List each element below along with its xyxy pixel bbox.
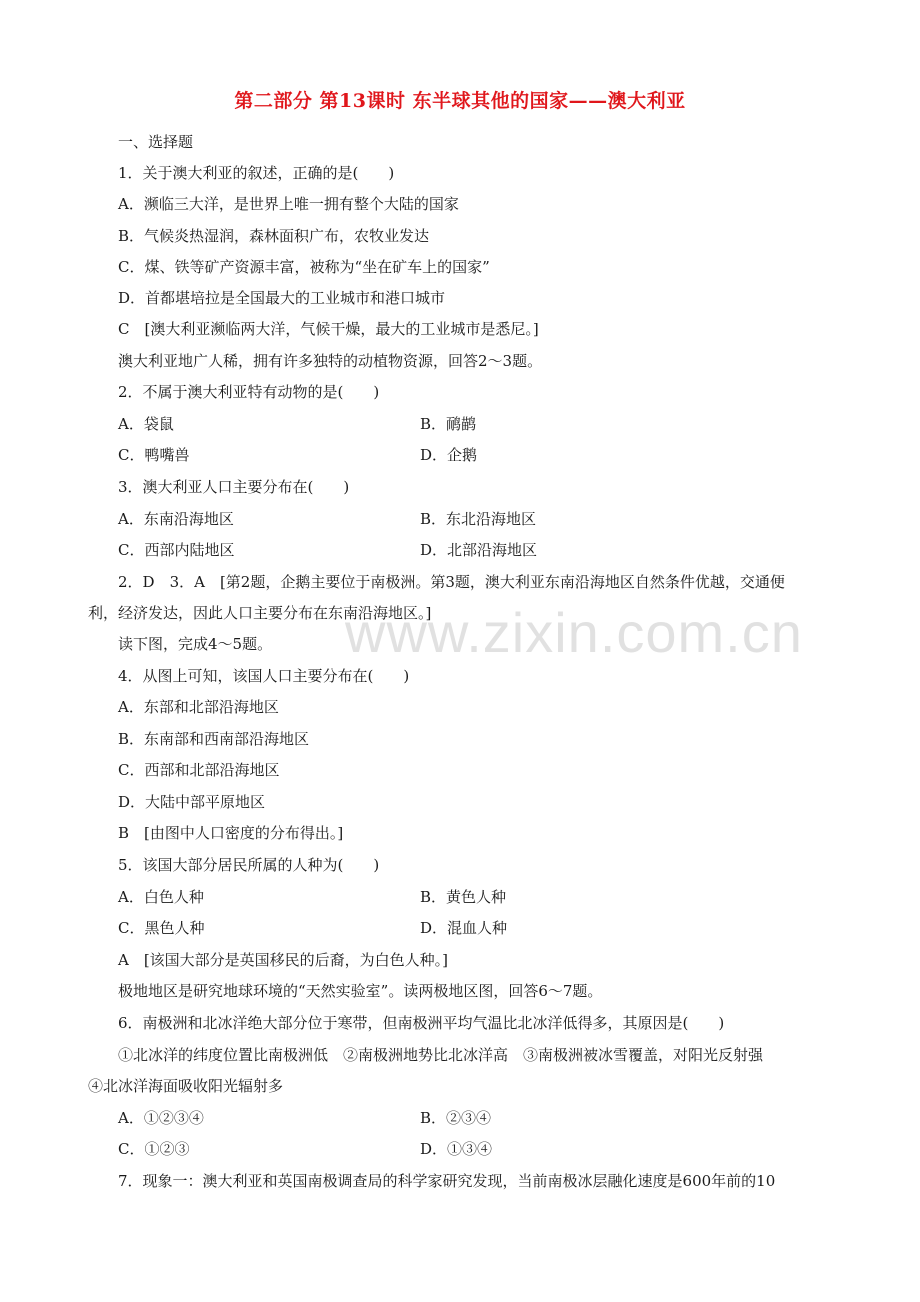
text-line: 2．D 3．A [第2题，企鹅主要位于南极洲。第3题，澳大利亚东南沿海地区自然条件优越，交通便 <box>118 573 785 591</box>
option-left: C．黑色人种 <box>118 919 205 937</box>
text-line: 2．不属于澳大利亚特有动物的是( ) <box>118 383 380 401</box>
text-line: 读下图，完成4～5题。 <box>118 635 273 653</box>
text-line: 3．澳大利亚人口主要分布在( ) <box>118 478 350 496</box>
text-line: C．西部和北部沿海地区 <box>118 761 280 779</box>
text-line: 利，经济发达，因此人口主要分布在东南沿海地区。] <box>88 604 432 622</box>
text-line: B．东南部和西南部沿海地区 <box>118 730 310 748</box>
option-right: B．黄色人种 <box>420 888 507 906</box>
option-left: A．东南沿海地区 <box>118 510 234 528</box>
option-right: D．混血人种 <box>420 919 508 937</box>
option-right: D．①③④ <box>420 1140 493 1158</box>
page-title: 第二部分 第13课时 东半球其他的国家——澳大利亚 <box>234 90 686 112</box>
text-line: B [由图中人口密度的分布得出。] <box>118 824 344 842</box>
text-line: ④北冰洋海面吸收阳光辐射多 <box>88 1077 284 1095</box>
option-left: C．①②③ <box>118 1140 190 1158</box>
text-line: 一、选择题 <box>118 133 194 151</box>
text-line: 1．关于澳大利亚的叙述，正确的是( ) <box>118 164 395 182</box>
option-left: A．白色人种 <box>118 888 204 906</box>
text-line: 6．南极洲和北冰洋绝大部分位于寒带，但南极洲平均气温比北冰洋低得多，其原因是( ) <box>118 1014 725 1032</box>
text-line <box>118 887 718 907</box>
text-line <box>118 540 718 560</box>
text-line: 4．从图上可知，该国人口主要分布在( ) <box>118 667 410 685</box>
option-left: A．①②③④ <box>118 1109 204 1127</box>
text-line: 7．现象一：澳大利亚和英国南极调查局的科学家研究发现，当前南极冰层融化速度是600年前的10 <box>118 1172 776 1190</box>
text-line: 极地地区是研究地球环境的“天然实验室”。读两极地区图，回答6～7题。 <box>118 982 603 1000</box>
option-right: B．②③④ <box>420 1109 492 1127</box>
option-right: D．企鹅 <box>420 446 478 464</box>
text-line: C．煤、铁等矿产资源丰富，被称为“坐在矿车上的国家” <box>118 258 490 276</box>
option-left: A．袋鼠 <box>118 415 174 433</box>
text-line <box>118 1139 718 1159</box>
text-line: A [该国大部分是英国移民的后裔，为白色人种。] <box>118 951 449 969</box>
text-line: C [澳大利亚濒临两大洋，气候干燥，最大的工业城市是悉尼。] <box>118 320 539 338</box>
text-line: A．濒临三大洋，是世界上唯一拥有整个大陆的国家 <box>118 195 459 213</box>
option-left: C．西部内陆地区 <box>118 541 235 559</box>
text-line: 澳大利亚地广人稀，拥有许多独特的动植物资源，回答2～3题。 <box>118 352 543 370</box>
text-line <box>118 509 718 529</box>
option-left: C．鸭嘴兽 <box>118 446 190 464</box>
text-line <box>118 414 718 434</box>
text-line: 5．该国大部分居民所属的人种为( ) <box>118 856 380 874</box>
option-right: D．北部沿海地区 <box>420 541 538 559</box>
text-line: B．气候炎热湿润，森林面积广布，农牧业发达 <box>118 227 430 245</box>
option-right: B．东北沿海地区 <box>420 510 537 528</box>
text-line <box>118 1108 718 1128</box>
text-line: ①北冰洋的纬度位置比南极洲低 ②南极洲地势比北冰洋高 ③南极洲被冰雪覆盖，对阳光反射强 <box>118 1046 764 1064</box>
text-line: D．大陆中部平原地区 <box>118 793 266 811</box>
text-line: A．东部和北部沿海地区 <box>118 698 279 716</box>
text-line <box>118 918 718 938</box>
text-line: D．首都堪培拉是全国最大的工业城市和港口城市 <box>118 289 446 307</box>
option-right: B．鸸鹋 <box>420 415 477 433</box>
text-line <box>118 445 718 465</box>
watermark: www.zixin.com.cn <box>345 601 803 664</box>
